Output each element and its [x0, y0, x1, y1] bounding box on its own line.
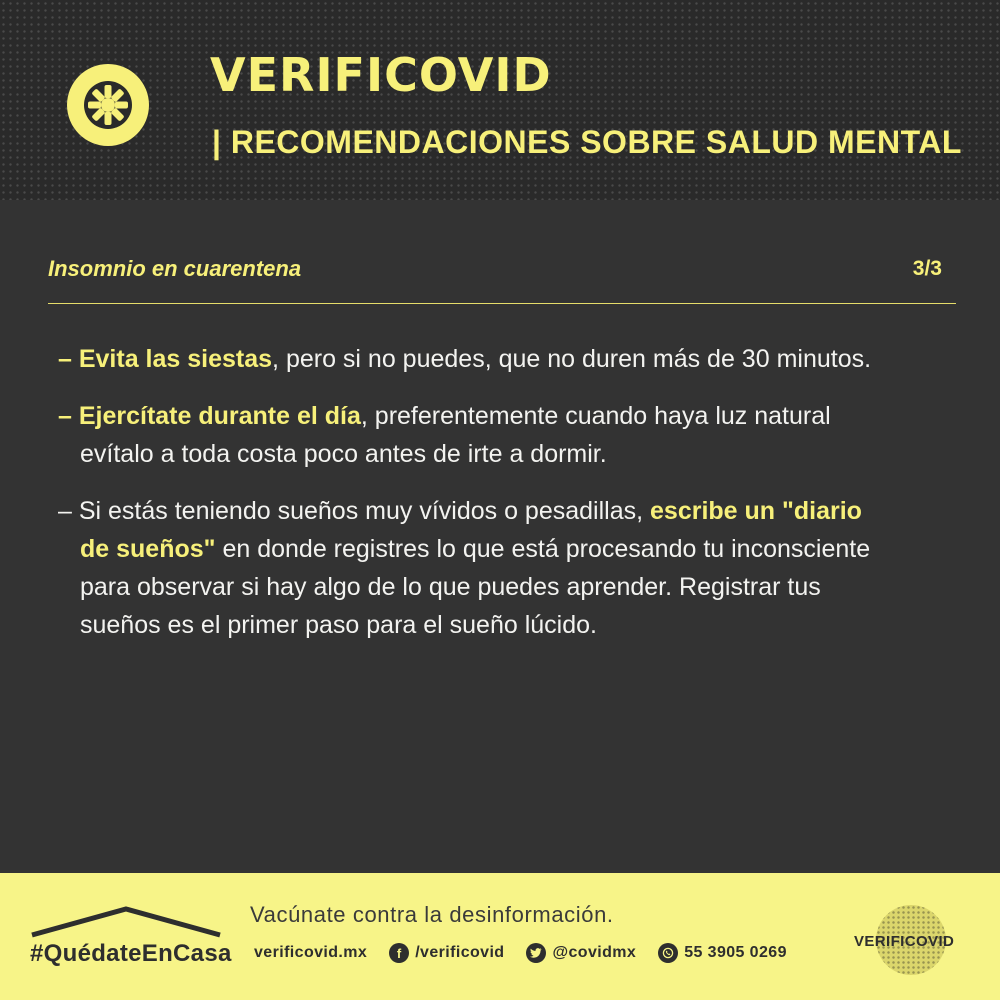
facebook-handle[interactable]: /verificovid	[415, 944, 505, 961]
whatsapp-link[interactable]	[658, 943, 787, 963]
tip-item	[58, 492, 878, 644]
brand-title: VERIFICOVID	[210, 48, 552, 102]
tip-lead: – Evita las siestas	[58, 345, 273, 373]
contact-bar	[254, 943, 787, 963]
facebook-link[interactable]	[389, 943, 504, 963]
twitter-handle[interactable]: @covidmx	[552, 944, 637, 961]
website-link[interactable]	[254, 944, 367, 962]
tips-list	[58, 340, 878, 663]
website-text[interactable]: verificovid.mx	[254, 944, 368, 961]
twitter-icon	[526, 943, 546, 963]
hashtag: #QuédateEnCasa	[30, 940, 232, 967]
tip-text: en donde registres lo que está procesando tu inconsciente para observar si hay algo de lo que puedes aprender. Registrar tus sueños es el primer paso para el sueño lúcido.	[80, 535, 871, 639]
seal-label: VERIFICOVID	[854, 933, 955, 950]
house-roof-icon	[28, 903, 224, 939]
tip-item	[58, 397, 878, 473]
tagline: Vacúnate contra la desinformación.	[250, 902, 614, 927]
whatsapp-icon	[658, 943, 678, 963]
twitter-link[interactable]	[526, 943, 636, 963]
asterisk-gear-icon	[66, 63, 150, 147]
tip-lead: – Si estás teniendo sueños muy vívidos o pesadillas,	[58, 497, 651, 525]
divider	[48, 303, 956, 304]
facebook-icon: f	[389, 943, 409, 963]
page-counter: 3/3	[912, 257, 942, 280]
header	[0, 0, 1000, 200]
tip-text: , pero si no puedes, que no duren más de 30 minutos.	[272, 345, 872, 373]
section-title: Insomnio en cuarentena	[48, 256, 302, 281]
whatsapp-number[interactable]: 55 3905 0269	[684, 944, 787, 961]
tip-text: , preferentemente cuando haya luz natural evítalo a toda costa poco antes de irte a dormir.	[80, 402, 831, 468]
tip-item	[58, 340, 878, 378]
tip-lead: – Ejercítate durante el día	[58, 402, 361, 430]
brand-subtitle: | RECOMENDACIONES SOBRE SALUD MENTAL	[212, 124, 962, 160]
footer	[0, 873, 1000, 1000]
tip-highlight: escribe un "diario de sueños"	[80, 497, 862, 563]
